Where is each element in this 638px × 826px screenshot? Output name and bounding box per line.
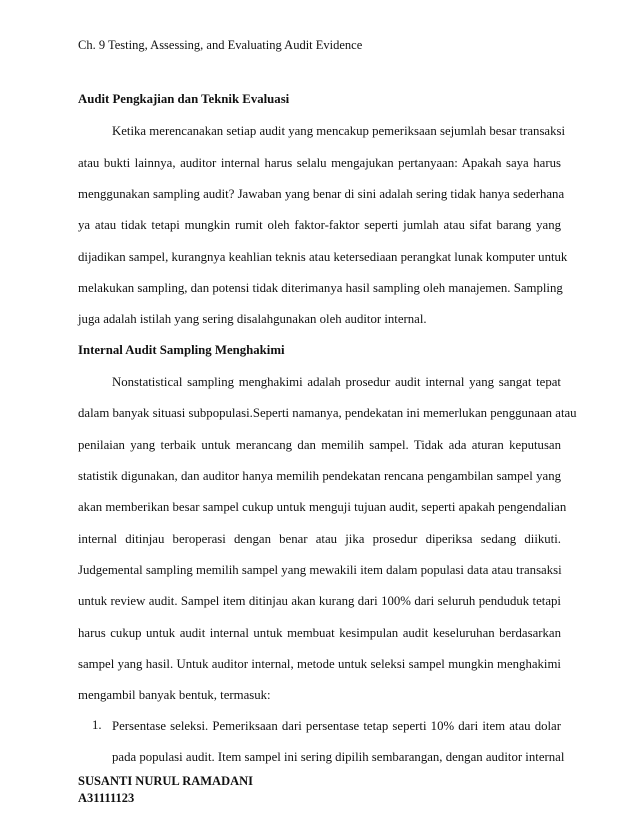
paragraph-line: harus cukup untuk audit internal untuk membuat kesimpulan audit keseluruhan berdasarkan — [78, 626, 561, 640]
paragraph-line: sampel yang hasil. Untuk auditor internal, metode untuk seleksi sampel mungkin menghakimi — [78, 657, 561, 671]
paragraph-line: Ketika merencanakan setiap audit yang mencakup pemeriksaan sejumlah besar transaksi — [112, 124, 566, 138]
paragraph-line: internal ditinjau beroperasi dengan benar atau jika prosedur diperiksa sedang diikuti. — [78, 532, 561, 546]
footer-author-name: SUSANTI NURUL RAMADANI — [78, 774, 254, 788]
paragraph-line: ya atau tidak tetapi mungkin rumit oleh faktor-faktor seperti jumlah atau sifat barang yang — [78, 218, 561, 232]
paragraph-line: menggunakan sampling audit? Jawaban yang benar di sini adalah sering tidak hanya sederhana — [78, 187, 565, 201]
paragraph-line: untuk review audit. Sampel item ditinjau akan kurang dari 100% dari seluruh penduduk tetapi — [78, 594, 561, 608]
list-item-line: pada populasi audit. Item sampel ini sering dipilih sembarangan, dengan auditor internal — [112, 750, 565, 764]
paragraph-line: melakukan sampling, dan potensi tidak diterimanya hasil sampling oleh manajemen. Sampling — [78, 281, 563, 295]
paragraph-line: dijadikan sampel, kurangnya keahlian teknis atau ketersediaan perangkat lunak komputer untuk — [78, 250, 568, 264]
paragraph-line: akan memberikan besar sampel cukup untuk menguji tujuan audit, seperti apakah pengendalian — [78, 500, 567, 514]
footer-author-id: A31111123 — [78, 791, 135, 805]
paragraph-line: atau bukti lainnya, auditor internal harus selalu mengajukan pertanyaan: Apakah saya harus — [78, 156, 561, 170]
list-item-number: 1. — [92, 718, 102, 732]
list-item-line: Persentase seleksi. Pemeriksaan dari persentase tetap seperti 10% dari item atau dolar — [112, 719, 561, 733]
paragraph-line: dalam banyak situasi subpopulasi.Seperti namanya, pendekatan ini memerlukan penggunaan atau — [78, 406, 577, 420]
paragraph-line: penilaian yang terbaik untuk merancang dan memilih sampel. Tidak ada aturan keputusan — [78, 438, 561, 452]
paragraph-line: Judgemental sampling memilih sampel yang mewakili item dalam populasi data atau transaksi — [78, 563, 562, 577]
section-heading-internal-audit-sampling: Internal Audit Sampling Menghakimi — [78, 343, 285, 357]
paragraph-line: Nonstatistical sampling menghakimi adalah prosedur audit internal yang sangat tepat — [112, 375, 561, 389]
page-header: Ch. 9 Testing, Assessing, and Evaluating Audit Evidence — [78, 38, 363, 52]
paragraph-line: mengambil banyak bentuk, termasuk: — [78, 688, 271, 702]
paragraph-line: statistik digunakan, dan auditor hanya memilih pendekatan rencana pengambilan sampel yang — [78, 469, 561, 483]
paragraph-line: juga adalah istilah yang sering disalahgunakan oleh auditor internal. — [78, 312, 427, 326]
section-heading-audit-pengkajian: Audit Pengkajian dan Teknik Evaluasi — [78, 92, 290, 106]
